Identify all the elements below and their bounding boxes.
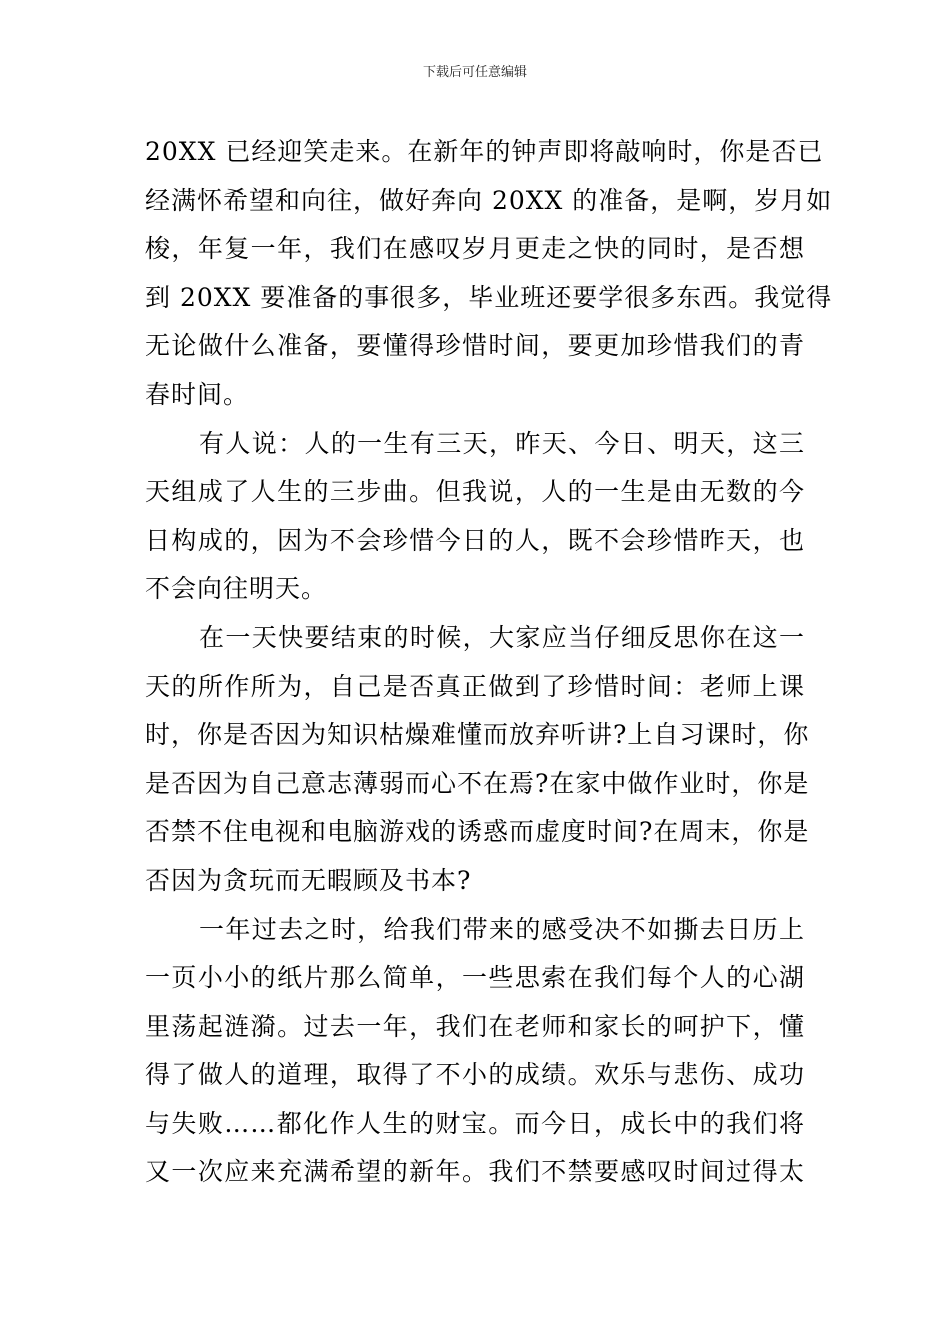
paragraph-1 [145,128,833,420]
paragraph-4 [145,906,805,1198]
text-line: 是否因为自己意志薄弱而心不在焉?在家中做作业时，你是 [145,768,810,798]
text-line: 一年过去之时，给我们带来的感受决不如撕去日历上 [199,914,805,944]
text-line: 春时间。 [145,379,250,409]
text-line: 梭，年复一年，我们在感叹岁月更走之快的同时，是否想 [145,234,805,264]
text-line: 否因为贪玩而无暇顾及书本? [145,865,472,895]
text-line: 天组成了人生的三步曲。但我说，人的一生是由无数的今 [145,477,805,507]
text-line: 天的所作所为，自己是否真正做到了珍惜时间：老师上课 [145,671,805,701]
text-line: 有人说：人的一生有三天，昨天、今日、明天，这三 [199,428,805,458]
text-line: 又一次应来充满希望的新年。我们不禁要感叹时间过得太 [145,1157,805,1187]
paragraph-3 [145,614,810,906]
text-line: 一页小小的纸片那么简单，一些思索在我们每个人的心湖 [145,963,805,993]
text-line: 得了做人的道理，取得了不小的成绩。欢乐与悲伤、成功 [145,1060,805,1090]
text-line: 里荡起涟漪。过去一年，我们在老师和家长的呵护下，懂 [145,1011,805,1041]
text-line: 时，你是否因为知识枯燥难懂而放弃听讲?上自习课时，你 [145,720,810,750]
paragraph-2 [145,420,805,614]
document-body [145,128,833,1197]
text-line: 与失败……都化作人生的财宝。而今日，成长中的我们将 [145,1108,805,1138]
text-line: 20XX 已经迎笑走来。在新年的钟声即将敲响时，你是否已 [145,137,824,166]
page-header: 下载后可任意编辑 [422,65,527,80]
text-line: 到 20XX 要准备的事很多，毕业班还要学很多东西。我觉得 [145,282,833,312]
text-line: 不会向往明天。 [145,574,328,604]
text-line: 经满怀希望和向往，做好奔向 20XX 的准备，是啊，岁月如 [145,185,833,215]
text-line: 在一天快要结束的时候，大家应当仔细反思你在这一 [199,622,805,652]
text-line: 否禁不住电视和电脑游戏的诱惑而虚度时间?在周末，你是 [145,817,810,847]
text-line: 无论做什么准备，要懂得珍惜时间，要更加珍惜我们的青 [145,331,805,361]
text-line: 日构成的，因为不会珍惜今日的人，既不会珍惜昨天，也 [145,525,805,555]
